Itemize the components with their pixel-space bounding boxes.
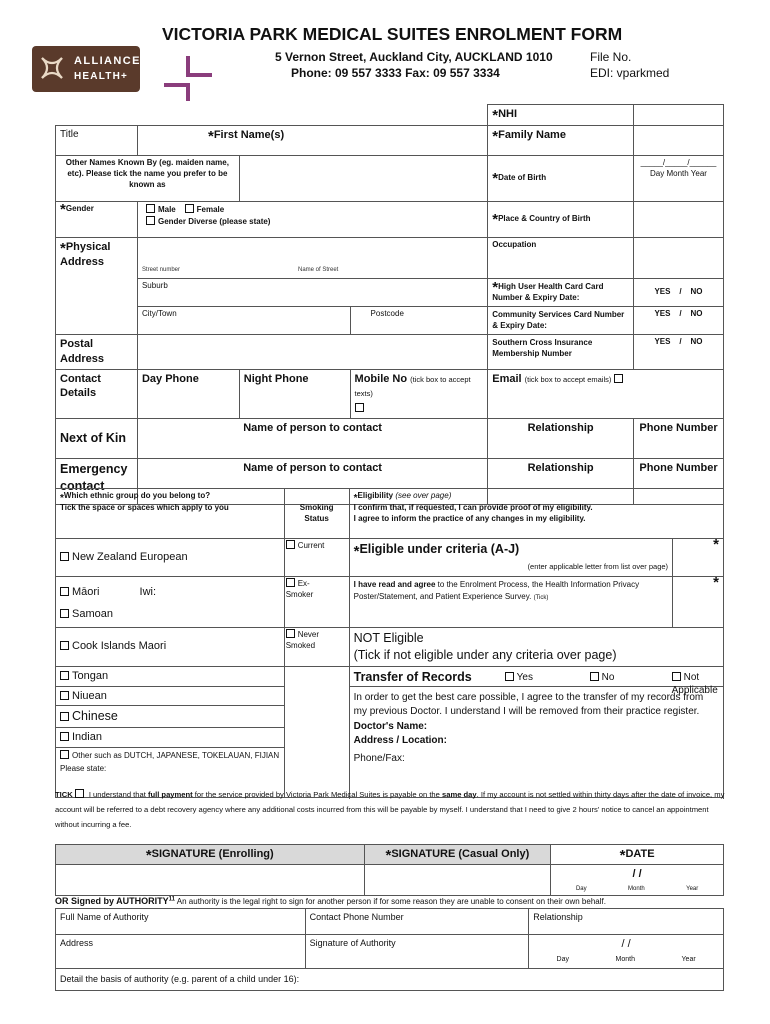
ethnic-question: *Which ethnic group do you belong to? Tick the space or spaces which apply to you xyxy=(56,489,285,539)
payment-tick-checkbox[interactable] xyxy=(75,789,84,798)
personal-details-table xyxy=(55,104,724,505)
emergency-relationship-field[interactable]: Relationship xyxy=(488,459,634,505)
gender-diverse-checkbox[interactable] xyxy=(146,216,155,225)
authority-table xyxy=(55,908,724,991)
ethnic-other[interactable]: Other such as DUTCH, JAPANESE, TOKELAUAN, FIJIAN Please state: xyxy=(56,748,285,798)
postal-address-label: Postal Address xyxy=(56,334,138,369)
mobile-field[interactable]: Mobile No (tick box to accept texts) xyxy=(350,369,488,419)
community-card-label: Community Services Card Number & Expiry Date: xyxy=(488,306,634,334)
gender-label: *Gender xyxy=(56,202,138,238)
eligible-criteria: *Eligible under criteria (A-J) (enter applicable letter from list over page) xyxy=(349,539,672,577)
title-label[interactable]: Title xyxy=(56,126,138,156)
gender-options xyxy=(137,202,487,238)
doctor-phone-field[interactable]: Phone/Fax: xyxy=(353,752,405,764)
date-day-label: Day xyxy=(575,885,587,892)
first-name-field[interactable]: *First Name(s) xyxy=(137,126,487,156)
email-field[interactable]: Email (tick box to accept emails) xyxy=(488,369,724,419)
signature-enrolling-label: *SIGNATURE (Enrolling) xyxy=(56,845,365,865)
authority-year-label: Year xyxy=(681,955,696,963)
email-checkbox[interactable] xyxy=(614,374,623,383)
contact-details-label: Contact Details xyxy=(56,369,138,419)
nhi-label: *NHI xyxy=(488,105,634,126)
nok-relationship-field[interactable]: Relationship xyxy=(488,419,634,459)
nhi-field[interactable] xyxy=(633,105,723,126)
ethnic-maori[interactable]: Māori Iwi: xyxy=(60,581,280,603)
transfer-body xyxy=(350,687,723,771)
ethnic-niuean[interactable]: Niuean xyxy=(56,686,285,706)
transfer-yes[interactable]: Yes xyxy=(505,671,533,685)
practice-phone: Phone: 09 557 3333 Fax: 09 557 3334 xyxy=(291,66,500,80)
ethnic-chinese[interactable]: Chinese xyxy=(56,706,285,728)
edi-label: EDI: vparkmed xyxy=(590,66,670,80)
mobile-text-checkbox[interactable] xyxy=(355,403,364,412)
dob-blank: _____/_____/______ xyxy=(640,158,717,167)
southern-cross-label: Southern Cross Insurance Membership Number xyxy=(488,334,634,369)
authority-name-field[interactable]: Full Name of Authority xyxy=(56,909,306,935)
ethnic-nz-european[interactable]: New Zealand European xyxy=(56,539,285,577)
logo-text-1: ALLIANCE xyxy=(74,55,141,67)
high-user-yes-no[interactable]: YES / NO xyxy=(633,278,723,306)
authority-date-slashes: / / xyxy=(621,938,631,950)
transfer-header: Transfer of Records Yes No Not Applicable xyxy=(350,667,723,687)
file-no-label: File No. xyxy=(590,50,632,64)
ethnic-samoan[interactable]: Samoan xyxy=(60,603,280,625)
emergency-contact-label: Emergency contact xyxy=(56,459,138,505)
family-name-label: *Family Name xyxy=(488,126,634,156)
authority-relationship-field[interactable]: Relationship xyxy=(529,909,724,935)
nok-name-field[interactable]: Name of person to contact xyxy=(137,419,487,459)
name-of-street-label: Name of Street xyxy=(298,267,339,273)
transfer-records-section xyxy=(349,666,723,797)
dob-label: *Date of Birth xyxy=(488,156,634,202)
doctor-name-field[interactable]: Doctor's Name: xyxy=(353,720,428,732)
smoking-label: Smoking Status xyxy=(284,489,349,539)
have-read-agree: I have read and agree to the Enrolment Process, the Health Information Privacy Poster/Statement, and Patient Experience Survey. (Tick) xyxy=(349,577,672,628)
authority-phone-field[interactable]: Contact Phone Number xyxy=(305,909,529,935)
signature-enrolling-field[interactable] xyxy=(56,865,365,896)
city-town-field[interactable]: City/Town xyxy=(137,306,350,334)
smoking-ex[interactable]: Ex- Smoker xyxy=(284,577,349,628)
night-phone-field[interactable]: Night Phone xyxy=(239,369,350,419)
logo-text-2: HEALTH+ xyxy=(74,71,129,82)
date-field[interactable] xyxy=(551,865,724,896)
occupation-label: Occupation xyxy=(488,238,634,279)
eligibility-header: *Eligibility (see over page) I confirm that, if requested, I can provide proof of my eligibility. I agree to inform the practice of any changes in my eligibility. xyxy=(349,489,723,539)
ethnic-indian[interactable]: Indian xyxy=(56,728,285,748)
smoking-never[interactable]: Never Smoked xyxy=(284,628,349,667)
female-label: Female xyxy=(196,205,225,214)
nok-phone-field[interactable]: Phone Number xyxy=(633,419,723,459)
authority-month-label: Month xyxy=(615,955,635,963)
other-names-label: Other Names Known By (eg. maiden name, etc). Please tick the name you prefer to be known as xyxy=(56,156,240,202)
street-number-label: Street number xyxy=(141,267,180,273)
authority-day-label: Day xyxy=(556,955,569,963)
physical-address-label: *Physical Address xyxy=(56,238,138,335)
authority-address-field[interactable]: Address xyxy=(56,935,306,969)
date-slashes: / / xyxy=(632,868,642,880)
smoking-current[interactable]: Current xyxy=(284,539,349,577)
smoking-blank xyxy=(284,666,349,797)
southern-cross-yes-no[interactable]: YES / NO xyxy=(633,334,723,369)
enter-letter-note: (enter applicable letter from list over page) xyxy=(527,561,669,571)
day-phone-field[interactable]: Day Phone xyxy=(137,369,239,419)
suburb-field[interactable]: Suburb xyxy=(137,278,487,306)
ethnic-maori-samoan xyxy=(56,577,285,628)
other-names-field[interactable] xyxy=(239,156,487,202)
dob-sub: Day Month Year xyxy=(650,168,707,178)
authority-signature-field[interactable]: Signature of Authority xyxy=(305,935,529,969)
signature-casual-label: *SIGNATURE (Casual Only) xyxy=(364,845,551,865)
alliance-logo-icon xyxy=(38,54,66,82)
place-country-label: *Place & Country of Birth xyxy=(488,202,634,238)
criteria-letter-field[interactable]: * xyxy=(673,539,724,577)
postcode-field[interactable]: Postcode xyxy=(350,306,488,334)
street-field[interactable] xyxy=(137,238,487,279)
emergency-name-field[interactable]: Name of person to contact xyxy=(137,459,487,505)
occupation-field[interactable] xyxy=(633,238,723,279)
not-eligible[interactable]: NOT Eligible (Tick if not eligible under any criteria over page) xyxy=(349,628,723,667)
transfer-no[interactable]: No xyxy=(590,671,615,685)
authority-heading: OR Signed by AUTHORITY$^{11}$ An authority is the legal right to sign for another person if for some reason they are unable to consent on their own behalf. xyxy=(55,896,606,906)
doctor-address-field[interactable]: Address / Location: xyxy=(353,735,447,747)
ethnicity-eligibility-table xyxy=(55,488,724,798)
alliance-health-logo xyxy=(32,46,140,92)
community-yes-no[interactable]: YES / NO xyxy=(633,306,723,334)
place-country-field[interactable] xyxy=(633,202,723,238)
male-checkbox[interactable] xyxy=(146,204,155,213)
authority-date-field[interactable] xyxy=(529,935,724,969)
emergency-phone-field[interactable]: Phone Number xyxy=(633,459,723,505)
family-name-field[interactable] xyxy=(633,126,723,156)
female-checkbox[interactable] xyxy=(185,204,194,213)
date-year-label: Year xyxy=(686,885,699,892)
authority-basis-field[interactable]: Detail the basis of authority (e.g. parent of a child under 16): xyxy=(56,969,724,991)
transfer-text: In order to get the best care possible, I agree to the transfer of my records from my previous Doctor. I understand I will be removed from their practice register. xyxy=(353,691,704,718)
have-read-tick-field[interactable]: * xyxy=(673,577,724,628)
transfer-na[interactable]: Not Applicable xyxy=(671,671,718,697)
ethnic-tongan[interactable]: Tongan xyxy=(56,666,285,686)
gender-diverse-label: Gender Diverse (please state) xyxy=(157,216,271,226)
signature-table xyxy=(55,844,724,896)
practice-address: 5 Vernon Street, Auckland City, AUCKLAND 1010 xyxy=(275,50,553,64)
date-month-label: Month xyxy=(628,885,645,892)
brand-mark xyxy=(164,56,214,102)
payment-terms: TICK I understand that full payment for the service provided by Victoria Park Medical Suites is payable on the same day. If my account is not settled within thirty days after the date of invoice, my account will be referred to a debt recovery agency where any additional costs incurred from this will be payable by myself. I understand that I need to give 2 hours' notice to cancel an appointment without incurring a fee. xyxy=(55,790,725,829)
signature-casual-field[interactable] xyxy=(364,865,551,896)
next-of-kin-label: Next of Kin xyxy=(56,419,138,459)
male-label: Male xyxy=(157,205,176,214)
dob-field[interactable] xyxy=(633,156,723,202)
form-title: VICTORIA PARK MEDICAL SUITES ENROLMENT FORM xyxy=(162,24,623,44)
date-label: *DATE xyxy=(551,845,724,865)
high-user-card-label: *High User Health Card Card Number & Expiry Date: xyxy=(488,278,634,306)
ethnic-cook-islands[interactable]: Cook Islands Maori xyxy=(56,628,285,667)
postal-address-field[interactable] xyxy=(137,334,487,369)
